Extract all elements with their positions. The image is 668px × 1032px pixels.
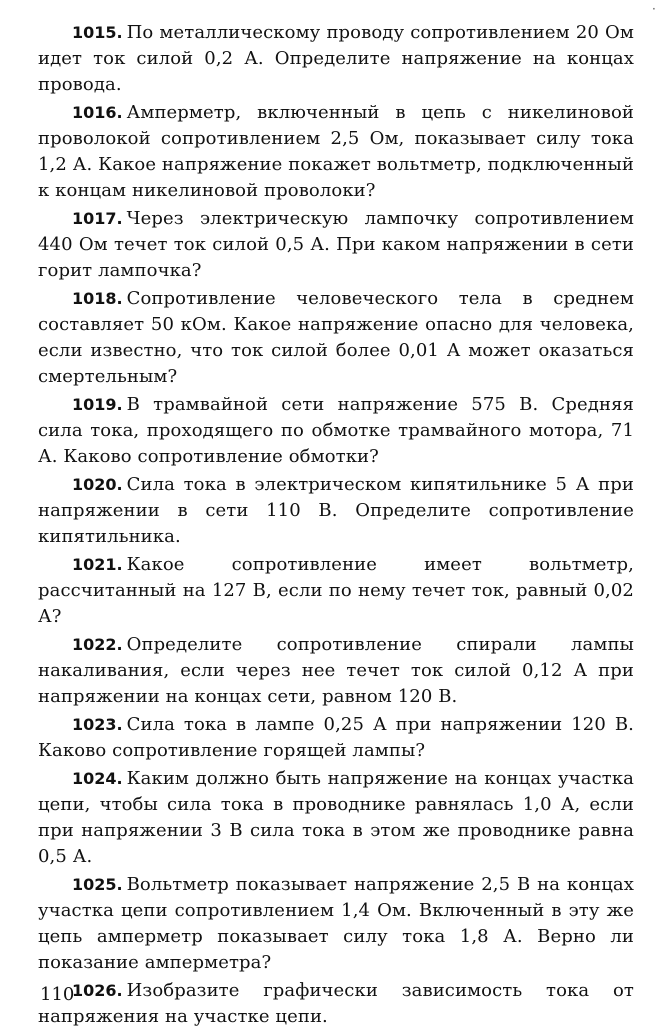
problem-1021: [38, 552, 634, 630]
page-number: 110: [40, 984, 75, 1005]
scan-corner-mark: ·: [652, 2, 656, 16]
problem-text: Какое сопротивление имеет вольтметр, рассчитанный на 127 В, если по нему течет ток, равный 0,02 А?: [38, 554, 634, 627]
problem-1019: [38, 392, 634, 470]
problem-text: Определите сопротивление спирали лампы накаливания, если через нее течет ток силой 0,12 А при напряжении на концах сети, равном 120 В.: [38, 634, 634, 707]
problem-text: Каким должно быть напряжение на концах участка цепи, чтобы сила тока в проводнике равнялась 1,0 А, если при напряжении 3 В сила тока в этом же проводнике равна 0,5 А.: [38, 768, 634, 867]
problem-text: Сила тока в электрическом кипятильнике 5 А при напряжении в сети 110 В. Определите сопротивление кипятильника.: [38, 474, 634, 547]
problem-1016: [38, 100, 634, 204]
problem-number: 1017.: [72, 209, 123, 228]
problem-text: Амперметр, включенный в цепь с никелиновой проволокой сопротивлением 2,5 Ом, показывает силу тока 1,2 А. Какое напряжение покажет вольтметр, подключенный к концам никелиновой проволоки?: [38, 102, 634, 201]
problem-text: Изобразите графически зависимость тока от напряжения на участке цепи.: [38, 980, 634, 1027]
problem-1025: [38, 872, 634, 976]
problem-number: 1023.: [72, 715, 123, 734]
problem-number: 1018.: [72, 289, 123, 308]
problem-1015: [38, 20, 634, 98]
problem-number: 1024.: [72, 769, 123, 788]
problem-list: [38, 20, 634, 1032]
problem-number: 1026.: [72, 981, 123, 1000]
problem-text: Вольтметр показывает напряжение 2,5 В на концах участка цепи сопротивлением 1,4 Ом. Включенный в эту же цепь амперметр показывает силу тока 1,8 А. Верно ли показание амперметра?: [38, 874, 634, 973]
problem-number: 1016.: [72, 103, 123, 122]
problem-number: 1020.: [72, 475, 123, 494]
problem-1020: [38, 472, 634, 550]
problem-number: 1025.: [72, 875, 123, 894]
problem-1024: [38, 766, 634, 870]
problem-number: 1015.: [72, 23, 123, 42]
problem-1026: [38, 978, 634, 1030]
problem-number: 1021.: [72, 555, 123, 574]
problem-number: 1022.: [72, 635, 123, 654]
problem-text: Через электрическую лампочку сопротивлением 440 Ом течет ток силой 0,5 А. При каком напряжении в сети горит лампочка?: [38, 208, 634, 281]
problem-1023: [38, 712, 634, 764]
problem-text: В трамвайной сети напряжение 575 В. Средняя сила тока, проходящего по обмотке трамвайного мотора, 71 А. Каково сопротивление обмотки?: [38, 394, 634, 467]
problem-number: 1019.: [72, 395, 123, 414]
problem-1017: [38, 206, 634, 284]
problem-text: Сила тока в лампе 0,25 А при напряжении 120 В. Каково сопротивление горящей лампы?: [38, 714, 634, 761]
problem-1022: [38, 632, 634, 710]
problem-text: По металлическому проводу сопротивлением 20 Ом идет ток силой 0,2 А. Определите напряжение на концах провода.: [38, 22, 634, 95]
problem-1018: [38, 286, 634, 390]
problem-text: Сопротивление человеческого тела в среднем составляет 50 кОм. Какое напряжение опасно для человека, если известно, что ток силой более 0,01 А может оказаться смертельным?: [38, 288, 634, 387]
